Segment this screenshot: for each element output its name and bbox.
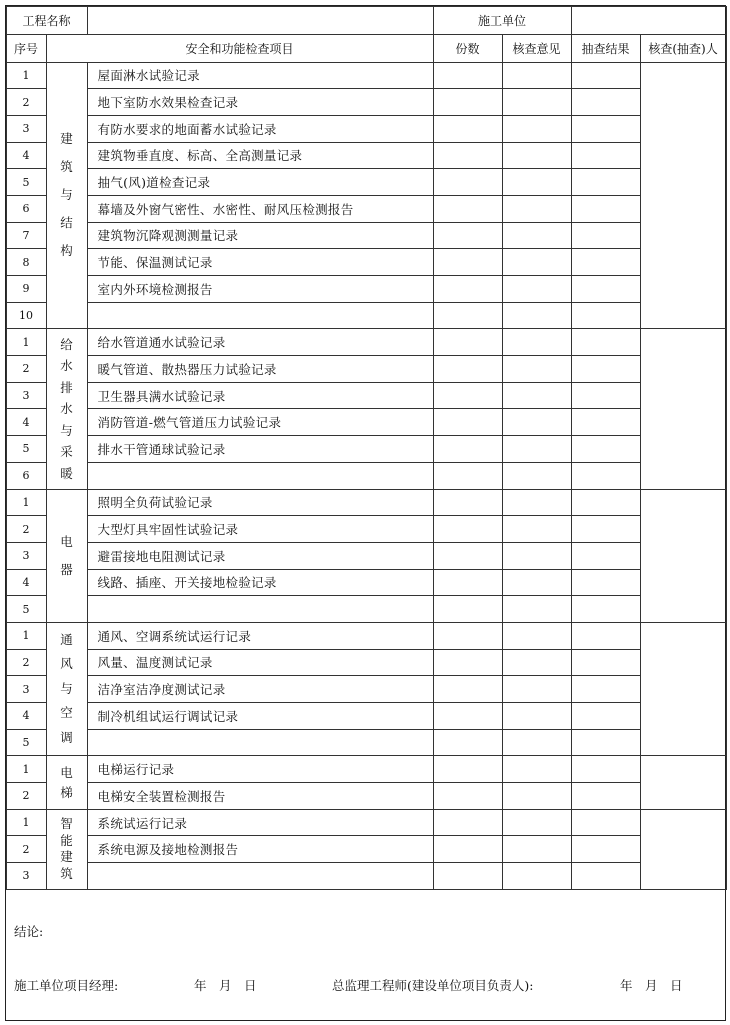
category-cell <box>46 329 87 489</box>
category-char: 风 <box>60 656 73 672</box>
spot-check-cell[interactable] <box>571 729 640 756</box>
copies-cell[interactable] <box>433 356 502 383</box>
review-cell[interactable] <box>502 542 571 569</box>
checker-cell[interactable] <box>640 62 726 329</box>
copies-cell[interactable] <box>433 462 502 489</box>
table-row <box>6 329 726 356</box>
inspection-item: 室内外环境检测报告 <box>87 276 433 303</box>
spot-check-cell[interactable] <box>571 356 640 383</box>
spot-check-cell[interactable] <box>571 302 640 329</box>
spot-check-cell[interactable] <box>571 569 640 596</box>
spot-check-cell[interactable] <box>571 436 640 463</box>
copies-cell[interactable] <box>433 622 502 649</box>
row-number: 2 <box>6 836 46 863</box>
row-number: 3 <box>6 382 46 409</box>
category-char: 空 <box>60 705 73 721</box>
row-number: 1 <box>6 489 46 516</box>
table-row <box>6 436 726 463</box>
spot-check-cell[interactable] <box>571 62 640 89</box>
copies-cell[interactable] <box>433 142 502 169</box>
row-number: 4 <box>6 703 46 730</box>
checker-cell[interactable] <box>640 756 726 809</box>
table-row <box>6 382 726 409</box>
review-cell[interactable] <box>502 676 571 703</box>
inspection-item: 建筑物垂直度、标高、全高测量记录 <box>87 142 433 169</box>
table-row <box>6 142 726 169</box>
copies-cell[interactable] <box>433 276 502 303</box>
review-cell[interactable] <box>502 115 571 142</box>
copies-cell[interactable] <box>433 649 502 676</box>
spot-check-cell[interactable] <box>571 596 640 623</box>
construction-unit-label: 施工单位 <box>433 6 571 34</box>
spot-check-cell[interactable] <box>571 169 640 196</box>
copies-cell[interactable] <box>433 676 502 703</box>
category-char: 暖 <box>60 465 73 481</box>
spot-check-cell[interactable] <box>571 195 640 222</box>
spot-check-cell[interactable] <box>571 676 640 703</box>
row-number: 2 <box>6 516 46 543</box>
spot-check-cell[interactable] <box>571 89 640 116</box>
review-cell[interactable] <box>502 756 571 783</box>
inspection-item: 给水管道通水试验记录 <box>87 329 433 356</box>
review-cell[interactable] <box>502 729 571 756</box>
review-cell[interactable] <box>502 569 571 596</box>
category-char: 水 <box>60 358 73 374</box>
table-row <box>6 195 726 222</box>
inspection-item: 地下室防水效果检查记录 <box>87 89 433 116</box>
header-row <box>6 6 726 34</box>
row-number: 3 <box>6 115 46 142</box>
inspection-item: 排水干管通球试验记录 <box>87 436 433 463</box>
category-cell <box>46 756 87 809</box>
review-cell[interactable] <box>502 356 571 383</box>
row-number: 9 <box>6 276 46 303</box>
category-char: 智 <box>60 815 73 831</box>
inspection-item: 节能、保温测试记录 <box>87 249 433 276</box>
inspection-item: 有防水要求的地面蓄水试验记录 <box>87 115 433 142</box>
review-cell[interactable] <box>502 302 571 329</box>
review-cell[interactable] <box>502 409 571 436</box>
footer <box>6 918 725 1018</box>
copies-cell[interactable] <box>433 489 502 516</box>
table-row <box>6 596 726 623</box>
copies-cell[interactable] <box>433 436 502 463</box>
row-number: 4 <box>6 142 46 169</box>
review-cell[interactable] <box>502 622 571 649</box>
spot-check-cell[interactable] <box>571 409 640 436</box>
pm-signature-date: 年 月 日 <box>194 978 257 993</box>
checker-cell[interactable] <box>640 809 726 889</box>
inspection-item: 暖气管道、散热器压力试验记录 <box>87 356 433 383</box>
review-cell[interactable] <box>502 276 571 303</box>
copies-cell[interactable] <box>433 596 502 623</box>
copies-cell[interactable] <box>433 62 502 89</box>
review-cell[interactable] <box>502 516 571 543</box>
category-char: 结 <box>60 215 73 231</box>
table-row <box>6 516 726 543</box>
inspection-table <box>6 6 727 890</box>
copies-cell[interactable] <box>433 409 502 436</box>
review-cell[interactable] <box>502 195 571 222</box>
review-cell[interactable] <box>502 863 571 890</box>
category-char: 梯 <box>60 784 73 800</box>
checker-cell[interactable] <box>640 489 726 622</box>
col-header-seq: 序号 <box>6 34 46 62</box>
supervisor-signature-date: 年 月 日 <box>620 978 683 993</box>
table-row <box>6 276 726 303</box>
checker-cell[interactable] <box>640 622 726 755</box>
copies-cell[interactable] <box>433 222 502 249</box>
category-char: 能 <box>60 832 73 848</box>
row-number: 2 <box>6 89 46 116</box>
review-cell[interactable] <box>502 62 571 89</box>
row-number: 1 <box>6 62 46 89</box>
row-number: 10 <box>6 302 46 329</box>
col-header-spot-check: 抽查结果 <box>571 34 640 62</box>
col-header-checker: 核查(抽查)人 <box>640 34 726 62</box>
inspection-item: 照明全负荷试验记录 <box>87 489 433 516</box>
spot-check-cell[interactable] <box>571 142 640 169</box>
col-header-item: 安全和功能检查项目 <box>46 34 433 62</box>
category-cell <box>46 809 87 889</box>
category-char: 与 <box>60 422 73 438</box>
row-number: 7 <box>6 222 46 249</box>
copies-cell[interactable] <box>433 169 502 196</box>
category-char: 与 <box>60 187 73 203</box>
inspection-item: 电梯安全装置检测报告 <box>87 783 433 810</box>
inspection-item: 风量、温度测试记录 <box>87 649 433 676</box>
copies-cell[interactable] <box>433 195 502 222</box>
table-row <box>6 649 726 676</box>
inspection-item: 系统试运行记录 <box>87 809 433 836</box>
copies-cell[interactable] <box>433 89 502 116</box>
category-cell <box>46 622 87 755</box>
review-cell[interactable] <box>502 649 571 676</box>
spot-check-cell[interactable] <box>571 703 640 730</box>
copies-cell[interactable] <box>433 329 502 356</box>
spot-check-cell[interactable] <box>571 756 640 783</box>
category-char: 水 <box>60 401 73 417</box>
category-char: 电 <box>60 764 73 780</box>
inspection-item: 避雷接地电阻测试记录 <box>87 542 433 569</box>
inspection-item: 电梯运行记录 <box>87 756 433 783</box>
copies-cell[interactable] <box>433 382 502 409</box>
row-number: 5 <box>6 729 46 756</box>
review-cell[interactable] <box>502 382 571 409</box>
inspection-form <box>5 5 726 1021</box>
category-char: 排 <box>60 379 73 395</box>
spot-check-cell[interactable] <box>571 863 640 890</box>
inspection-item <box>87 729 433 756</box>
row-number: 1 <box>6 329 46 356</box>
inspection-item: 洁净室洁净度测试记录 <box>87 676 433 703</box>
conclusion-label: 结论: <box>14 924 44 939</box>
row-number: 4 <box>6 409 46 436</box>
copies-cell[interactable] <box>433 756 502 783</box>
review-cell[interactable] <box>502 809 571 836</box>
table-row <box>6 809 726 836</box>
table-row <box>6 89 726 116</box>
column-header-row <box>6 34 726 62</box>
copies-cell[interactable] <box>433 863 502 890</box>
review-cell[interactable] <box>502 836 571 863</box>
copies-cell[interactable] <box>433 729 502 756</box>
category-cell <box>46 62 87 329</box>
row-number: 6 <box>6 195 46 222</box>
review-cell[interactable] <box>502 249 571 276</box>
checker-cell[interactable] <box>640 329 726 489</box>
table-row <box>6 356 726 383</box>
review-cell[interactable] <box>502 462 571 489</box>
review-cell[interactable] <box>502 783 571 810</box>
spot-check-cell[interactable] <box>571 276 640 303</box>
construction-unit-value[interactable] <box>571 6 726 34</box>
review-cell[interactable] <box>502 142 571 169</box>
inspection-item: 抽气(风)道检查记录 <box>87 169 433 196</box>
review-cell[interactable] <box>502 436 571 463</box>
project-name-label: 工程名称 <box>6 6 87 34</box>
table-row <box>6 542 726 569</box>
table-row <box>6 836 726 863</box>
table-row <box>6 676 726 703</box>
copies-cell[interactable] <box>433 809 502 836</box>
spot-check-cell[interactable] <box>571 622 640 649</box>
review-cell[interactable] <box>502 596 571 623</box>
inspection-item: 卫生器具满水试验记录 <box>87 382 433 409</box>
col-header-review: 核查意见 <box>502 34 571 62</box>
inspection-item: 线路、插座、开关接地检验记录 <box>87 569 433 596</box>
spot-check-cell[interactable] <box>571 249 640 276</box>
spot-check-cell[interactable] <box>571 783 640 810</box>
review-cell[interactable] <box>502 489 571 516</box>
table-row <box>6 169 726 196</box>
inspection-item: 通风、空调系统试运行记录 <box>87 622 433 649</box>
row-number: 1 <box>6 756 46 783</box>
row-number: 8 <box>6 249 46 276</box>
row-number: 2 <box>6 356 46 383</box>
copies-cell[interactable] <box>433 249 502 276</box>
spot-check-cell[interactable] <box>571 809 640 836</box>
spot-check-cell[interactable] <box>571 329 640 356</box>
row-number: 1 <box>6 622 46 649</box>
inspection-item <box>87 302 433 329</box>
table-row <box>6 756 726 783</box>
row-number: 6 <box>6 462 46 489</box>
category-char: 与 <box>60 680 73 696</box>
inspection-item: 制冷机组试运行调试记录 <box>87 703 433 730</box>
review-cell[interactable] <box>502 703 571 730</box>
copies-cell[interactable] <box>433 783 502 810</box>
table-row <box>6 302 726 329</box>
table-row <box>6 783 726 810</box>
spot-check-cell[interactable] <box>571 382 640 409</box>
row-number: 2 <box>6 783 46 810</box>
review-cell[interactable] <box>502 329 571 356</box>
row-number: 5 <box>6 596 46 623</box>
category-char: 通 <box>60 631 73 647</box>
spot-check-cell[interactable] <box>571 489 640 516</box>
col-header-copies: 份数 <box>433 34 502 62</box>
category-char: 给 <box>60 336 73 352</box>
copies-cell[interactable] <box>433 516 502 543</box>
review-cell[interactable] <box>502 89 571 116</box>
row-number: 1 <box>6 809 46 836</box>
spot-check-cell[interactable] <box>571 516 640 543</box>
row-number: 2 <box>6 649 46 676</box>
table-row <box>6 462 726 489</box>
inspection-item: 消防管道-燃气管道压力试验记录 <box>87 409 433 436</box>
copies-cell[interactable] <box>433 542 502 569</box>
copies-cell[interactable] <box>433 703 502 730</box>
category-char: 采 <box>60 444 73 460</box>
row-number: 5 <box>6 169 46 196</box>
project-name-value[interactable] <box>87 6 433 34</box>
copies-cell[interactable] <box>433 836 502 863</box>
category-char: 建 <box>60 131 73 147</box>
row-number: 3 <box>6 863 46 890</box>
review-cell[interactable] <box>502 169 571 196</box>
inspection-item: 系统电源及接地检测报告 <box>87 836 433 863</box>
inspection-item: 大型灯具牢固性试验记录 <box>87 516 433 543</box>
category-char: 筑 <box>60 159 73 175</box>
table-row <box>6 729 726 756</box>
spot-check-cell[interactable] <box>571 115 640 142</box>
table-row <box>6 703 726 730</box>
table-row <box>6 569 726 596</box>
row-number: 3 <box>6 542 46 569</box>
inspection-item: 幕墙及外窗气密性、水密性、耐风压检测报告 <box>87 195 433 222</box>
spot-check-cell[interactable] <box>571 649 640 676</box>
inspection-item <box>87 596 433 623</box>
table-row <box>6 489 726 516</box>
table-row <box>6 115 726 142</box>
table-row <box>6 622 726 649</box>
table-row <box>6 409 726 436</box>
category-char: 调 <box>60 729 73 745</box>
inspection-item <box>87 462 433 489</box>
spot-check-cell[interactable] <box>571 462 640 489</box>
supervisor-signature-label: 总监理工程师(建设单位项目负责人): <box>332 978 534 993</box>
inspection-item <box>87 863 433 890</box>
category-char: 筑 <box>60 866 73 882</box>
row-number: 5 <box>6 436 46 463</box>
row-number: 3 <box>6 676 46 703</box>
copies-cell[interactable] <box>433 115 502 142</box>
spot-check-cell[interactable] <box>571 836 640 863</box>
category-char: 器 <box>60 561 73 577</box>
inspection-item: 建筑物沉降观测测量记录 <box>87 222 433 249</box>
category-char: 构 <box>60 243 73 259</box>
spot-check-cell[interactable] <box>571 542 640 569</box>
table-row <box>6 222 726 249</box>
category-char: 电 <box>60 533 73 549</box>
table-row <box>6 249 726 276</box>
copies-cell[interactable] <box>433 569 502 596</box>
row-number: 4 <box>6 569 46 596</box>
review-cell[interactable] <box>502 222 571 249</box>
inspection-item: 屋面淋水试验记录 <box>87 62 433 89</box>
category-cell <box>46 489 87 622</box>
copies-cell[interactable] <box>433 302 502 329</box>
table-row <box>6 62 726 89</box>
table-row <box>6 863 726 890</box>
pm-signature-label: 施工单位项目经理: <box>14 978 119 993</box>
spot-check-cell[interactable] <box>571 222 640 249</box>
category-char: 建 <box>60 849 73 865</box>
